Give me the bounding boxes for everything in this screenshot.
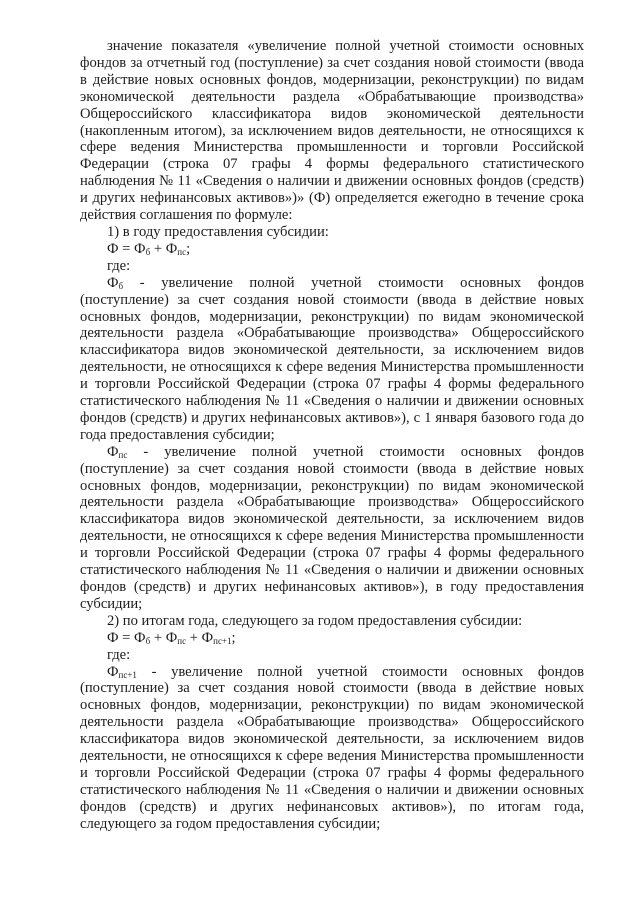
item-1-heading: 1) в году предоставления субсидии: [107, 223, 329, 240]
definition-fb-text: - увеличение полной учетной стоимости основных фондов (поступление) за счет создания новой стоимости (ввода в действие новых основных фондов, модернизации, реконструкции) по видам экономической деятельности раздела «Обрабатывающие производства» Общероссийского классификатора видов экономической деятельности, за исключением видов деятельности, не относящихся к сфере ведения Министерства промышленности и торговли Российской Федерации (строка 07 графы 4 формы федерального статистического наблюдения № 11 «Сведения о наличии и движении основных фондов (средств) и других нефинансовых активов»), с 1 января базового года до года предоставления субсидии; [80, 274, 584, 443]
formula-1-end: ; [186, 240, 191, 257]
paragraph-definition-intro: значение показателя «увеличение полной учетной стоимости основных фондов за отчетный год (поступление) за счет создания новой стоимости (ввода в действие новых основных фондов, модернизации, реконструкции) по видам экономической деятельности раздела «Обрабатывающие производства» Общероссийского классификатора видов экономической деятельности (накопленным итогом), за исключением видов деятельности, не относящихся к сфере ведения Министерства промышленности и торговли Российской Федерации (строка 07 графы 4 формы федерального статистического наблюдения № 11 «Сведения о наличии и движении основных фондов (средств) и других нефинансовых активов»)» (Ф) определяется ежегодно в течение срока действия соглашения по формуле: [80, 38, 584, 224]
formula-1-lhs: Ф = Ф [107, 240, 146, 257]
formula-2-plus: + Ф [150, 629, 178, 646]
formula-2-sub-b: б [145, 635, 151, 646]
definition-fb [80, 275, 584, 444]
formula-2-sub-ps1: пс+1 [213, 635, 232, 646]
formula-1-sub-b: б [145, 246, 151, 257]
formula-2-sub-ps: пс [177, 635, 187, 646]
definition-fps1 [80, 664, 584, 833]
symbol-f: Ф [107, 443, 119, 460]
definition-fps1-text: - увеличение полной учетной стоимости основных фондов (поступление) за счет создания новой стоимости (ввода в действие новых основных фондов, модернизации, реконструкции) по видам экономической деятельности раздела «Обрабатывающие производства» Общероссийского классификатора видов экономической деятельности, за исключением видов деятельности, не относящихся к сфере ведения Министерства промышленности и торговли Российской Федерации (строка 07 графы 4 формы федерального статистического наблюдения № 11 «Сведения о наличии и движении основных фондов (средств) и других нефинансовых активов»), по итогам года, следующего за годом предоставления субсидии; [80, 663, 584, 832]
symbol-sub-b: б [118, 280, 124, 291]
definition-fps [80, 444, 584, 613]
where-label-1: где: [107, 257, 131, 274]
formula-2-lhs: Ф = Ф [107, 629, 146, 646]
formula-2-plus-2: + Ф [186, 629, 214, 646]
formula-1 [80, 241, 584, 258]
formula-2-end: ; [231, 629, 236, 646]
item-2-heading: 2) по итогам года, следующего за годом предоставления субсидии: [107, 612, 523, 629]
symbol-f: Ф [107, 663, 119, 680]
symbol-sub-ps: пс [118, 449, 128, 460]
formula-1-plus: + Ф [150, 240, 178, 257]
definition-fps-text: - увеличение полной учетной стоимости основных фондов (поступление) за счет создания новой стоимости (ввода в действие новых основных фондов, модернизации, реконструкции) по видам экономической деятельности раздела «Обрабатывающие производства» Общероссийского классификатора видов экономической деятельности, за исключением видов деятельности, не относящихся к сфере ведения Министерства промышленности и торговли Российской Федерации (строка 07 графы 4 формы федерального статистического наблюдения № 11 «Сведения о наличии и движении основных фондов (средств) и других нефинансовых активов»), в году предоставления субсидии; [80, 443, 584, 612]
where-label-2: где: [107, 646, 131, 663]
symbol-sub-ps1: пс+1 [118, 669, 137, 680]
symbol-f: Ф [107, 274, 119, 291]
formula-1-sub-ps: пс [177, 246, 187, 257]
formula-2 [80, 630, 584, 647]
